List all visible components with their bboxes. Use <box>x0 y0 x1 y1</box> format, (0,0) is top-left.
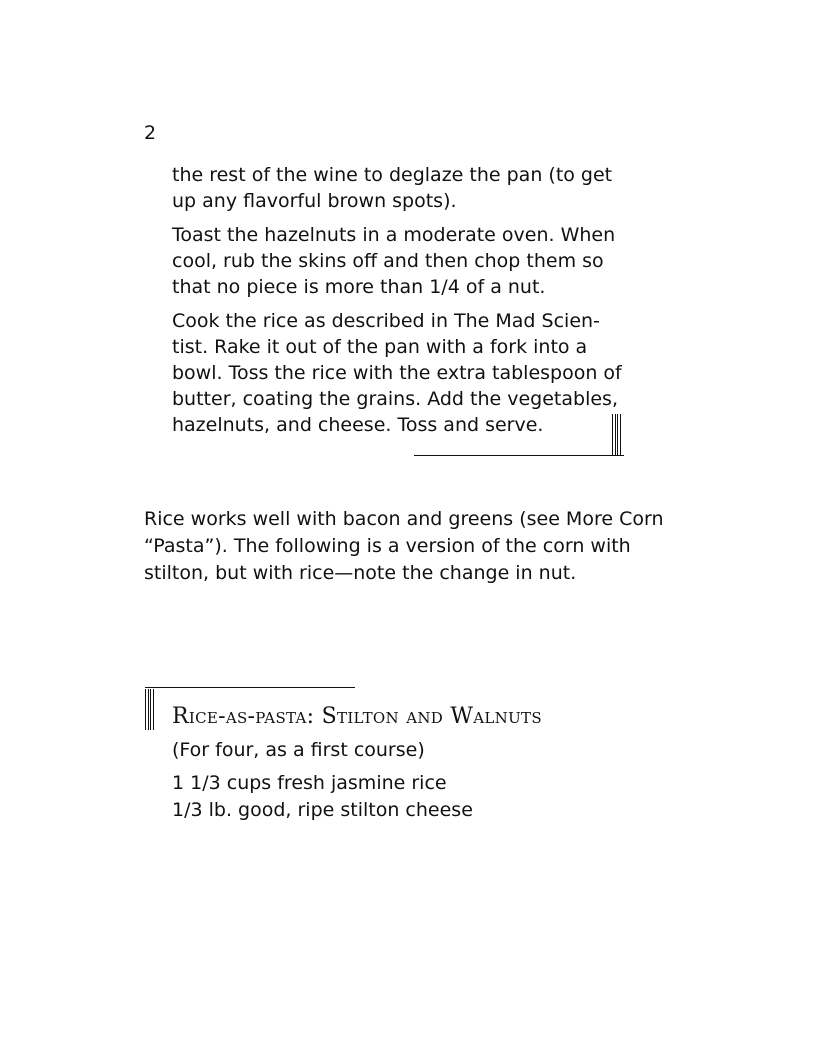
instruction-paragraph <box>172 222 616 300</box>
ingredient-item: 1 1/3 cups fresh jasmine rice <box>172 772 447 794</box>
text-line: tist. Rake it out of the pan with a fork into a <box>172 336 588 358</box>
text-line: Rice works well with bacon and greens (see More Corn <box>144 508 664 530</box>
text-line: bowl. Toss the rice with the extra tablespoon of <box>172 362 622 384</box>
intro-paragraph <box>144 506 664 587</box>
ingredient-list <box>172 770 473 824</box>
text-line: that no piece is more than 1/4 of a nut. <box>172 276 546 298</box>
start-rule <box>145 687 355 688</box>
recipe-end-marker <box>414 414 624 456</box>
page-number: 2 <box>144 122 157 144</box>
end-bars <box>612 414 621 455</box>
text-line: up any flavorful brown spots). <box>172 190 457 212</box>
text-line: the rest of the wine to deglaze the pan (to get <box>172 164 613 186</box>
instruction-paragraph <box>172 162 612 214</box>
text-line: cool, rub the skins off and then chop them so <box>172 250 604 272</box>
text-line: stilton, but with rice—note the change in nut. <box>144 562 577 584</box>
text-line: hazelnuts, and cheese. Toss and serve. <box>172 414 544 436</box>
text-line: “Pasta”). The following is a version of the corn with <box>144 535 631 557</box>
text-line: butter, coating the grains. Add the vegetables, <box>172 388 618 410</box>
end-rule <box>414 455 624 456</box>
previous-recipe-instructions <box>172 162 622 438</box>
recipe-servings: (For four, as a first course) <box>172 739 425 761</box>
recipe-title: Rice-as-pasta: Stilton and Walnuts <box>172 704 542 729</box>
start-bars <box>145 689 154 730</box>
ingredient-item: 1/3 lb. good, ripe stilton cheese <box>172 799 473 821</box>
text-line: Cook the rice as described in The Mad Scien- <box>172 310 600 332</box>
text-line: Toast the hazelnuts in a moderate oven. When <box>172 224 616 246</box>
